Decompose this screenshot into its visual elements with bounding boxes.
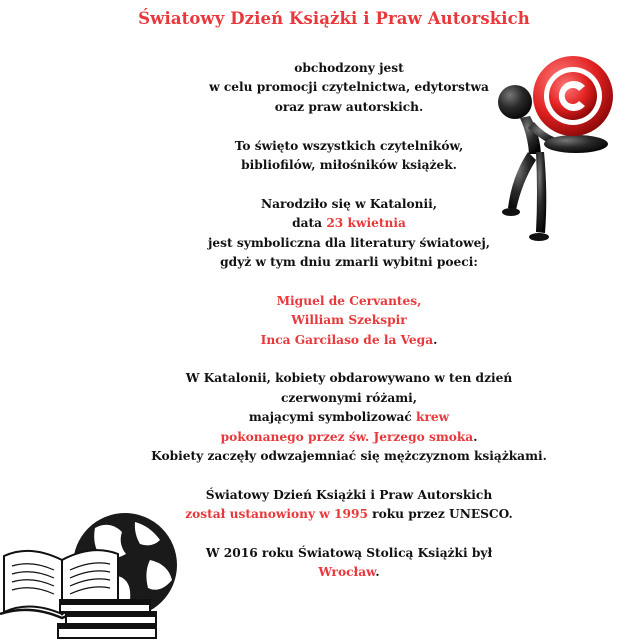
text-line [42, 369, 640, 388]
highlighted-text: Inca Garcilaso de la Vega [260, 332, 434, 347]
text-segment: gdyż w tym dniu zmarli wybitni poeci: [220, 255, 478, 270]
copyright-icon [533, 56, 613, 136]
highlighted-text: został ustanowiony w 1995 [185, 507, 368, 522]
paragraph-gap [42, 272, 640, 291]
text-segment: W Katalonii, kobiety obdarowywano w ten dzień [185, 371, 513, 386]
text-segment: . [433, 332, 438, 347]
text-line [42, 447, 640, 466]
highlighted-text: Miguel de Cervantes, [276, 293, 422, 308]
text-segment: jest symboliczna dla literatury światowej, [207, 235, 490, 250]
text-segment: bibliofilów, miłośników książek. [241, 158, 457, 173]
text-line [42, 311, 640, 330]
highlighted-text: pokonanego przez św. Jerzego smoka [220, 429, 474, 444]
paragraph-gap [42, 466, 640, 485]
text-line [42, 389, 640, 408]
text-segment: Światowy Dzień Książki i Praw Autorskich [205, 487, 493, 502]
text-segment: oraz praw autorskich. [274, 99, 424, 114]
text-segment: To święto wszystkich czytelników, [234, 138, 464, 153]
text-line [42, 331, 640, 350]
highlighted-text: Wrocław [318, 565, 376, 580]
page-title: Światowy Dzień Książki i Praw Autorskich [138, 9, 530, 28]
text-segment: czerwonymi różami, [281, 390, 417, 405]
text-segment: . [375, 565, 380, 580]
text-segment: roku przez UNESCO. [367, 507, 513, 522]
copyright-figure-illustration [488, 44, 616, 252]
highlighted-text: 23 kwietnia [326, 216, 406, 231]
text-segment: obchodzony jest [294, 61, 404, 75]
text-segment: mającymi symbolizować [248, 410, 417, 425]
text-segment: Kobiety zaczęły odwzajemniać się mężczyznom książkami. [151, 449, 547, 464]
highlighted-text: William Szekspir [291, 313, 407, 328]
text-segment: Narodziło się w Katalonii, [260, 196, 438, 211]
text-line [42, 486, 640, 505]
book-globe-illustration [0, 510, 192, 640]
text-line [42, 253, 640, 272]
text-line [42, 292, 640, 311]
text-segment: . [473, 429, 478, 444]
text-segment: data [292, 216, 327, 231]
text-line [42, 428, 640, 447]
text-segment: w celu promocji czytelnictwa, edytorstwa [209, 80, 489, 95]
text-segment: W 2016 roku Światową Stolicą Książki był [205, 546, 493, 561]
text-line [42, 408, 640, 427]
paragraph-gap [42, 350, 640, 369]
highlighted-text: krew [416, 410, 450, 425]
book-stack-icon [58, 600, 156, 638]
